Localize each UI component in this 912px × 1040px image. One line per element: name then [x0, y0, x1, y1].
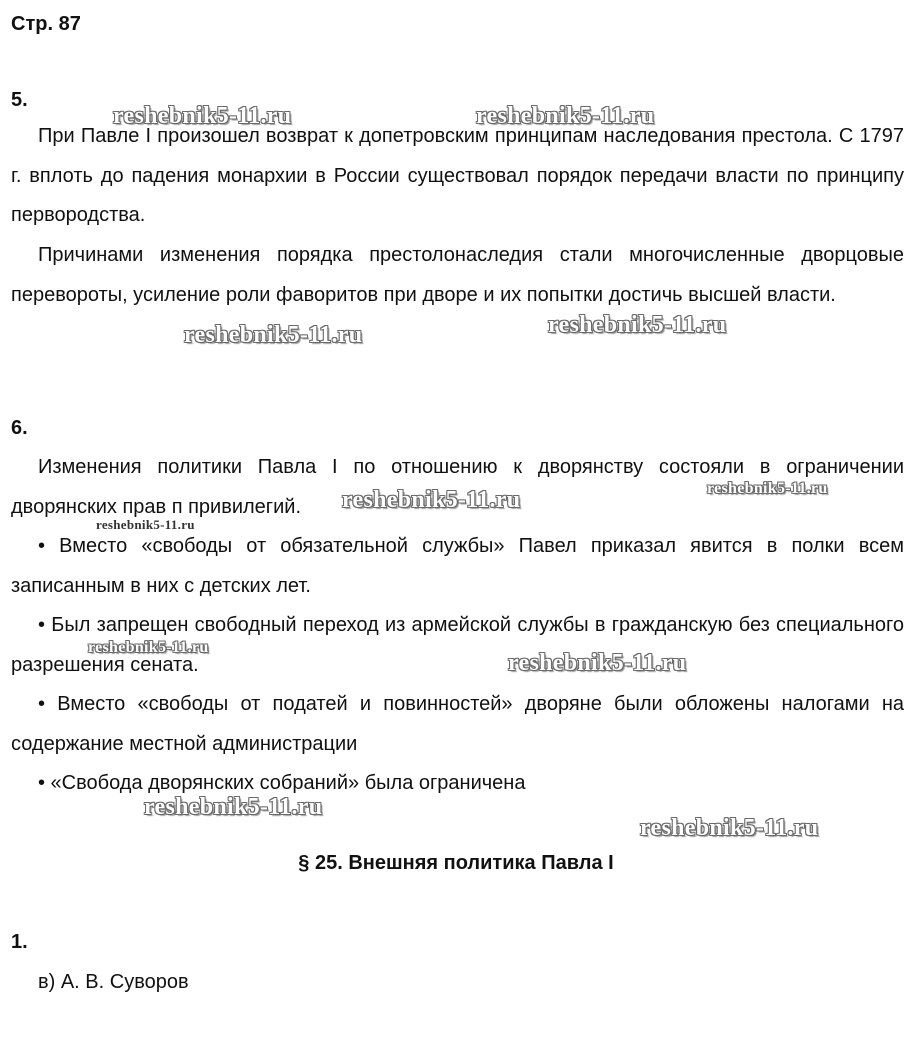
watermark: reshebnik5-11.ru — [88, 639, 209, 656]
section-6-bullet-1: • Вместо «свободы от обязательной службы» Павел приказал явится в полки всем записанным в них с детских лет. — [11, 535, 904, 597]
watermark: reshebnik5-11.ru — [144, 794, 323, 820]
watermark: reshebnik5-11.ru — [184, 322, 363, 348]
section-5-number: 5. — [11, 89, 28, 111]
watermark: reshebnik5-11.ru — [96, 517, 195, 532]
watermark: reshebnik5-11.ru — [707, 480, 828, 497]
section-6-bullet-3: • Вместо «свободы от податей и повинностей» дворяне были обложены налогами на содержание местной администрации — [11, 693, 904, 755]
watermark: reshebnik5-11.ru — [548, 312, 727, 338]
watermark: reshebnik5-11.ru — [508, 650, 687, 676]
section-6-bullet-2: • Был запрещен свободный переход из армейской службы в гражданскую без специального разрешения сената. — [11, 614, 904, 676]
watermark: reshebnik5-11.ru — [113, 103, 292, 129]
question-1-number: 1. — [11, 931, 28, 953]
chapter-title: § 25. Внешняя политика Павла I — [298, 852, 614, 874]
page-label: Стр. 87 — [11, 13, 81, 35]
watermark: reshebnik5-11.ru — [342, 487, 521, 513]
question-1-answer: в) А. В. Суворов — [38, 971, 189, 993]
watermark: reshebnik5-11.ru — [640, 815, 819, 841]
section-6-number: 6. — [11, 417, 28, 439]
section-6-intro: Изменения политики Павла I по отношению к дворянству состояли в ограничении дворянских прав п привилегий. — [11, 456, 904, 518]
section-5-paragraph-2: Причинами изменения порядка престолонаследия стали многочисленные дворцовые перевороты, усиление роли фаворитов при дворе и их попытки достичь высшей власти. — [11, 244, 904, 306]
section-5-paragraph-1: При Павле I произошел возврат к допетровским принципам наследования престола. С 1797 г. вплоть до падения монархии в России существовал порядок передачи власти по принципу первородства. — [11, 125, 904, 226]
section-6-bullet-4: • «Свобода дворянских собраний» была ограничена — [38, 772, 526, 794]
watermark: reshebnik5-11.ru — [476, 103, 655, 129]
